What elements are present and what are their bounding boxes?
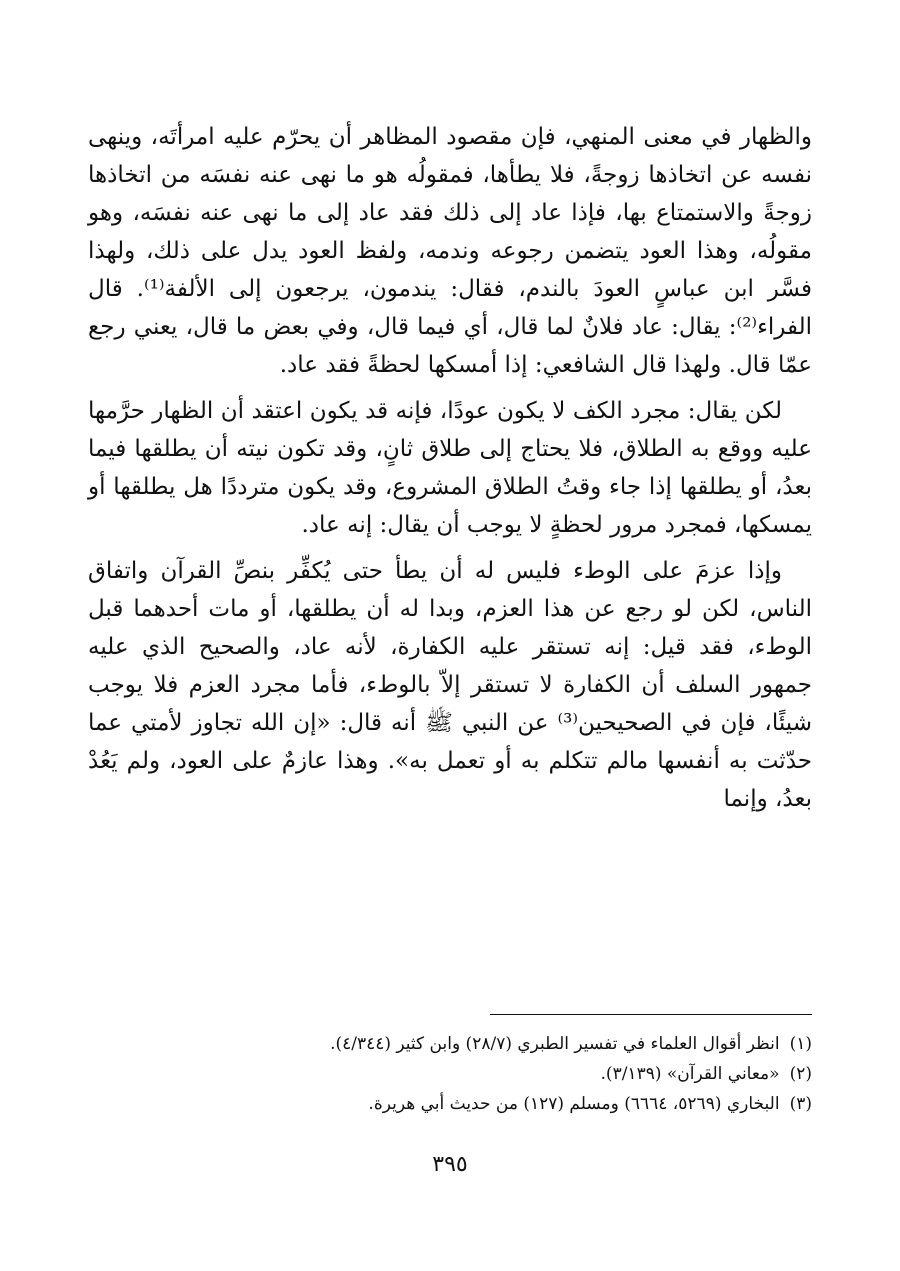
footnote-text: «معاني القرآن» (٣/١٣٩). xyxy=(600,1064,780,1084)
footnotes xyxy=(88,1030,812,1120)
footnote-divider xyxy=(490,1014,812,1015)
footnote-number: (٣) xyxy=(789,1094,812,1114)
paragraph-3: وإذا عزمَ على الوطء فليس له أن يطأ حتى يُكفِّر بنصِّ القرآن واتفاق الناس، لكن لو رجع عن هذا العزم، وبدا له أن يطلقها، أو مات أحدهما قبل الوطء، فقد قيل: إنه تستقر عليه الكفارة، لأنه عاد، والصحيح الذي عليه جمهور السلف أن الكفارة لا تستقر إلاّ بالوطء، فأما مجرد العزم فلا يوجب شيئًا، فإن في الصحيحين⁽³⁾ عن النبي ﷺ أنه قال: «إن الله تجاوز لأمتي عما حدّثت به أنفسها مالم تتكلم به أو تعمل به». وهذا عازمٌ على العود، ولم يَعُدْ بعدُ، وإنما xyxy=(88,558,812,812)
paragraph-2: لكن يقال: مجرد الكف لا يكون عودًا، فإنه قد يكون اعتقد أن الظهار حرَّمها عليه ووقع به الطلاق، فلا يحتاج إلى طلاق ثانٍ، وقد تكون نيته أن يطلقها فيما بعدُ، أو يطلقها إذا جاء وقتُ الطلاق المشروع، وقد يكون مترددًا هل يطلقها أو يمسكها، فمجرد مرور لحظةٍ لا يوجب أن يقال: إنه عاد. xyxy=(88,398,812,538)
footnote-text: انظر أقوال العلماء في تفسير الطبري (٢٨/٧) وابن كثير (٤/٣٤٤). xyxy=(330,1034,780,1054)
footnote-number: (١) xyxy=(789,1034,812,1054)
footnote-2 xyxy=(88,1060,812,1088)
page-number: ٣٩٥ xyxy=(432,1152,468,1177)
footnote-text: البخاري (٥٢٦٩، ٦٦٦٤) ومسلم (١٢٧) من حديث أبي هريرة. xyxy=(368,1094,780,1114)
footnote-3 xyxy=(88,1090,812,1118)
paragraph-1: والظهار في معنى المنهي، فإن مقصود المظاهر أن يحرّم عليه امرأتَه، وينهى نفسه عن اتخاذها زوجةً، فلا يطأها، فمقولُه هو ما نهى عنه نفسَه من اتخاذها زوجةً والاستمتاع بها، فإذا عاد إلى ذلك فقد عاد إلى ما نهى عنه نفسَه، وهو مقولُه، وهذا العود يتضمن رجوعه وندمه، ولفظ العود يدل على ذلك، ولهذا فسَّر ابن عباسٍ العودَ بالندم، فقال: يندمون، يرجعون إلى الألفة⁽¹⁾. قال الفراء⁽²⁾: يقال: عاد فلانٌ لما قال، أي فيما قال، وفي بعض ما قال، يعني رجع عمّا قال. ولهذا قال الشافعي: إذا أمسكها لحظةً فقد عاد. xyxy=(88,124,813,378)
main-text xyxy=(88,118,812,826)
footnote-1 xyxy=(88,1030,812,1058)
footnote-number: (٢) xyxy=(789,1064,812,1084)
